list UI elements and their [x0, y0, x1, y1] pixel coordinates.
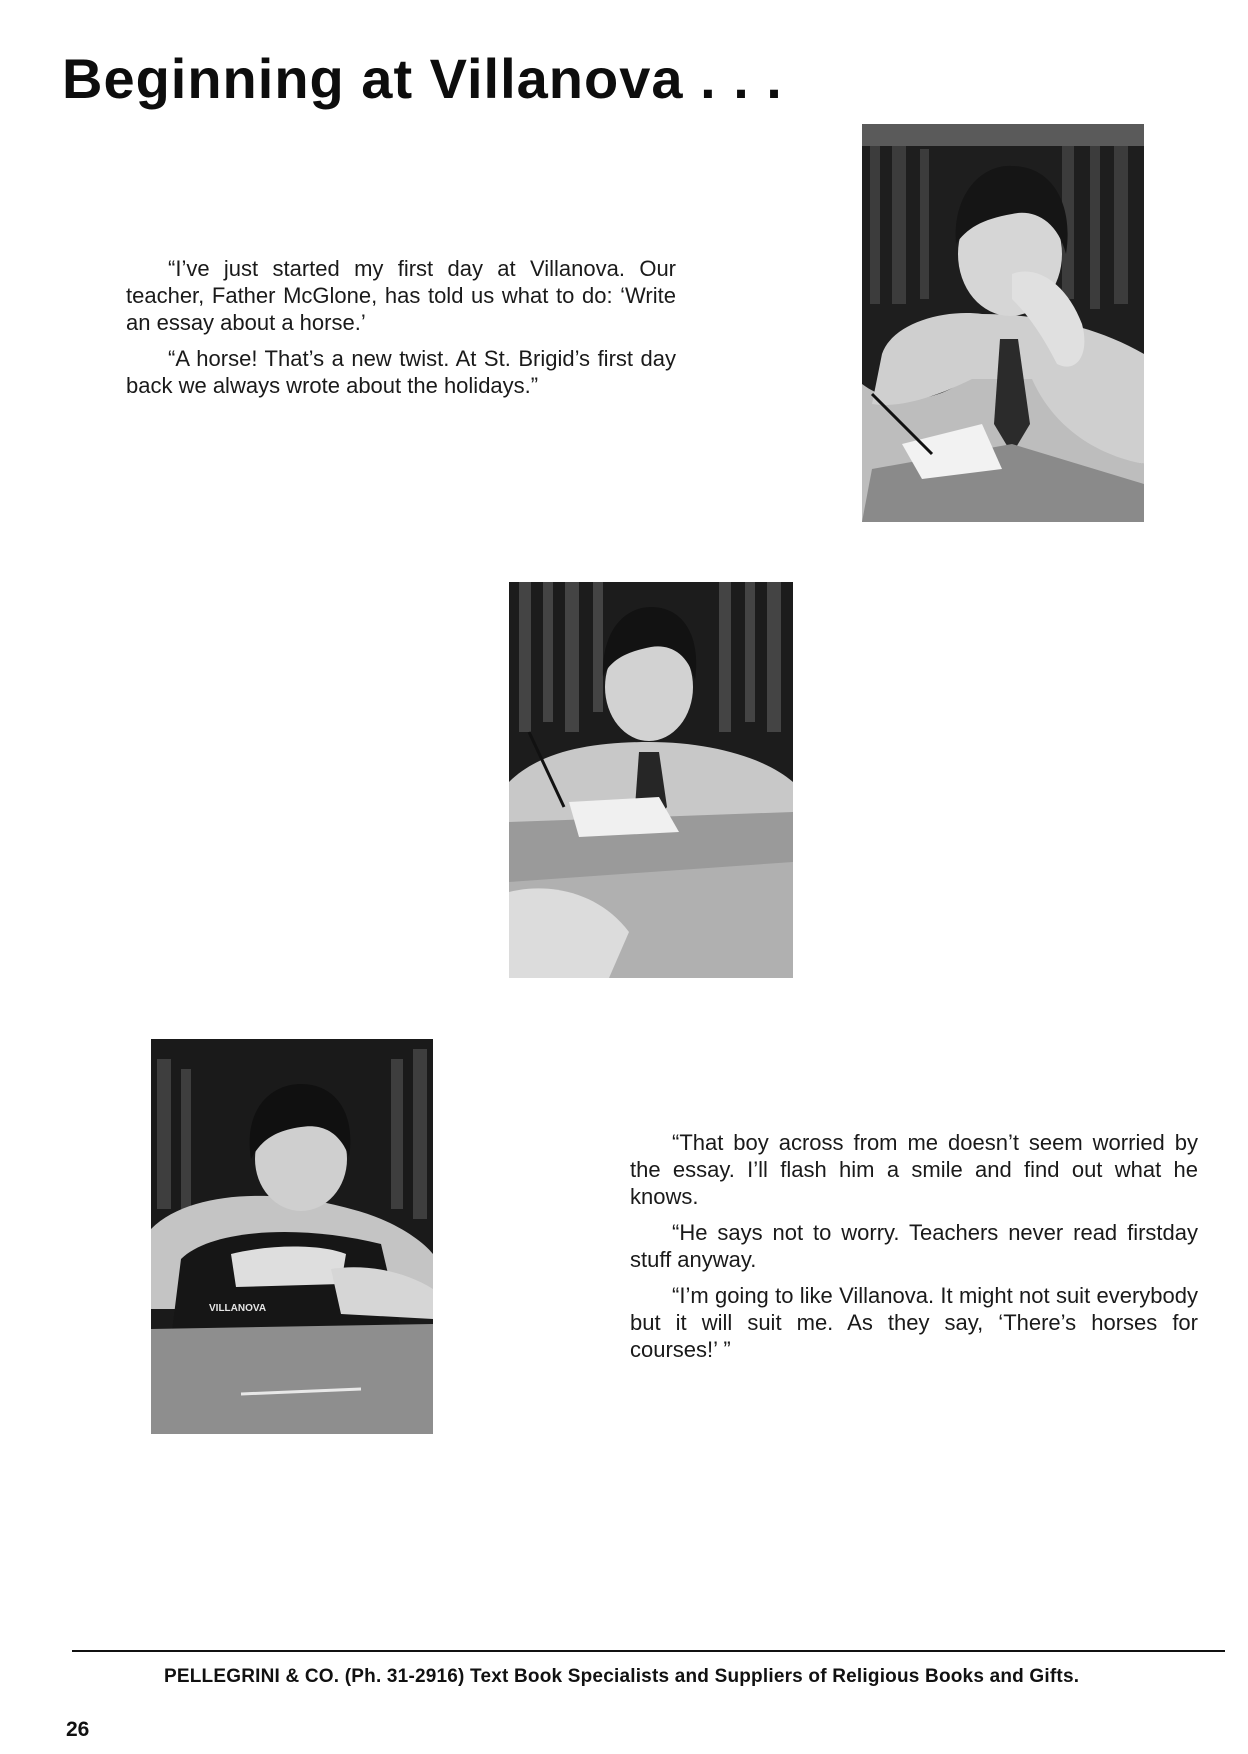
paragraph: “I’ve just started my first day at Villanova. Our teacher, Father McGlone, has told us what to do: ‘Write an essay about a horse.’ [126, 256, 676, 335]
footer-divider [72, 1650, 1225, 1652]
intro-text-block [126, 255, 676, 408]
photo-boy-writing [509, 582, 793, 978]
closing-text-block [630, 1129, 1198, 1372]
paragraph: “That boy across from me doesn’t seem worried by the essay. I’ll flash him a smile and find out what he knows. [630, 1130, 1198, 1209]
footer-advertisement: PELLEGRINI & CO. (Ph. 31-2916) Text Book Specialists and Suppliers of Religious Books and Gifts. [164, 1666, 1080, 1687]
paragraph: “A horse! That’s a new twist. At St. Brigid’s first day back we always wrote about the holidays.” [126, 346, 676, 398]
paragraph: “I’m going to like Villanova. It might not suit everybody but it will suit me. As they say, ‘There’s horses for courses!’ ” [630, 1283, 1198, 1362]
photo-boy-writing-image [509, 582, 793, 978]
photo-boy-with-bag [151, 1039, 433, 1434]
bag-label: VILLANOVA [209, 1303, 267, 1314]
photo-boy-with-bag-image [151, 1039, 433, 1434]
page-title: Beginning at Villanova . . . [62, 47, 783, 110]
paragraph: “He says not to worry. Teachers never read firstday stuff anyway. [630, 1220, 1198, 1272]
photo-boy-thinking-image [862, 124, 1144, 522]
photo-boy-thinking [862, 124, 1144, 522]
page-number: 26 [66, 1718, 90, 1741]
